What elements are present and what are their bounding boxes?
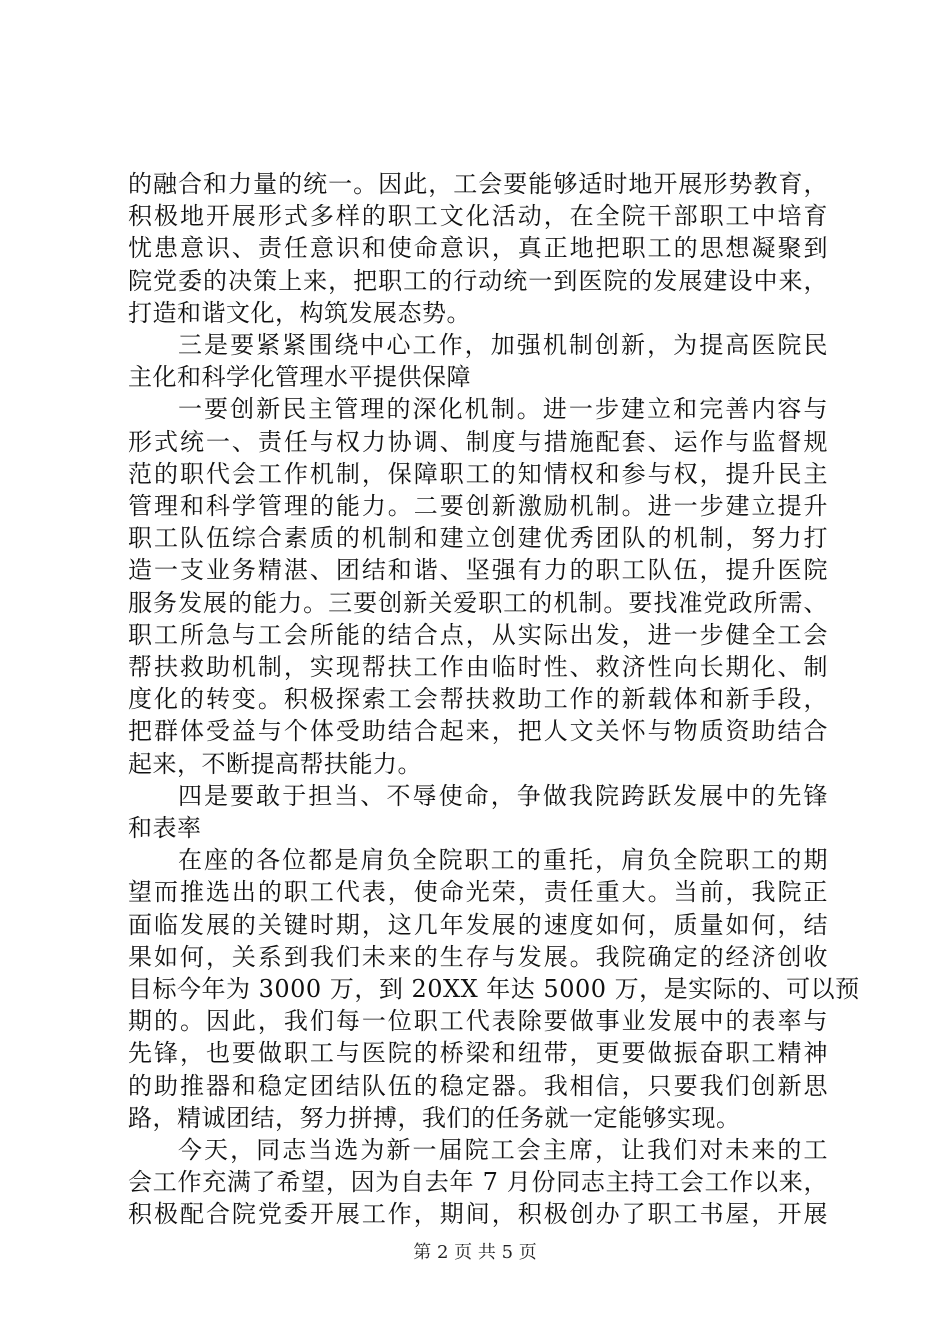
section-heading-line: 三是要紧紧围绕中心工作，加强机制创新，为提高医院民	[178, 331, 828, 359]
body-text-line: 院党委的决策上来，把职工的行动统一到医院的发展建设中来，	[128, 267, 828, 295]
body-text-line: 管理和科学管理的能力。二要创新激励机制。进一步建立提升	[128, 492, 828, 520]
body-text-line: 职工队伍综合素质的机制和建立创建优秀团队的机制，努力打	[128, 524, 828, 552]
body-text-line: 帮扶救助机制，实现帮扶工作由临时性、救济性向长期化、制	[128, 653, 828, 681]
section-heading-line: 主化和科学化管理水平提供保障	[128, 363, 471, 391]
body-text-line: 目标今年为 3000 万，到 20XX 年达 5000 万，是实际的、可以预	[128, 975, 860, 1003]
body-text-line: 在座的各位都是肩负全院职工的重托，肩负全院职工的期	[178, 846, 828, 874]
section-heading-line: 和表率	[128, 814, 202, 842]
body-text-line: 的融合和力量的统一。因此，工会要能够适时地开展形势教育，	[128, 170, 828, 198]
body-text-line: 形式统一、责任与权力协调、制度与措施配套、运作与监督规	[128, 428, 828, 456]
body-text-line: 望而推选出的职工代表，使命光荣，责任重大。当前，我院正	[128, 878, 828, 906]
body-text-line: 积极地开展形式多样的职工文化活动，在全院干部职工中培育	[128, 202, 828, 230]
page-footer: 第 2 页 共 5 页	[413, 1242, 537, 1263]
body-text-line: 积极配合院党委开展工作，期间，积极创办了职工书屋，开展	[128, 1200, 828, 1228]
body-text-line: 先锋，也要做职工与医院的桥梁和纽带，更要做振奋职工精神	[128, 1039, 828, 1067]
body-text-line: 一要创新民主管理的深化机制。进一步建立和完善内容与	[178, 395, 828, 423]
body-text-line: 会工作充满了希望，因为自去年 7 月份同志主持工会工作以来，	[128, 1168, 828, 1196]
section-heading-line: 四是要敢于担当、不辱使命，争做我院跨跃发展中的先锋	[178, 782, 828, 810]
body-text-line: 职工所急与工会所能的结合点，从实际出发，进一步健全工会	[128, 621, 828, 649]
body-text-line: 打造和谐文化，构筑发展态势。	[128, 299, 471, 327]
body-text-line: 造一支业务精湛、团结和谐、坚强有力的职工队伍，提升医院	[128, 556, 828, 584]
body-text-line: 范的职代会工作机制，保障职工的知情权和参与权，提升民主	[128, 460, 828, 488]
body-text-line: 面临发展的关键时期，这几年发展的速度如何，质量如何，结	[128, 911, 828, 939]
body-text-line: 度化的转变。积极探索工会帮扶救助工作的新载体和新手段，	[128, 685, 828, 713]
body-text-line: 期的。因此，我们每一位职工代表除要做事业发展中的表率与	[128, 1007, 828, 1035]
body-text-line: 服务发展的能力。三要创新关爱职工的机制。要找准党政所需、	[128, 589, 828, 617]
body-text-line: 起来，不断提高帮扶能力。	[128, 750, 422, 778]
body-text-line: 路，精诚团结，努力拼搏，我们的任务就一定能够实现。	[128, 1104, 741, 1132]
body-text-line: 把群体受益与个体受助结合起来，把人文关怀与物质资助结合	[128, 717, 828, 745]
body-text-line: 果如何，关系到我们未来的生存与发展。我院确定的经济创收	[128, 943, 828, 971]
body-text-line: 忧患意识、责任意识和使命意识，真正地把职工的思想凝聚到	[128, 234, 828, 262]
body-text-line: 今天，同志当选为新一届院工会主席，让我们对未来的工	[178, 1136, 828, 1164]
body-text-line: 的助推器和稳定团结队伍的稳定器。我相信，只要我们创新思	[128, 1072, 828, 1100]
